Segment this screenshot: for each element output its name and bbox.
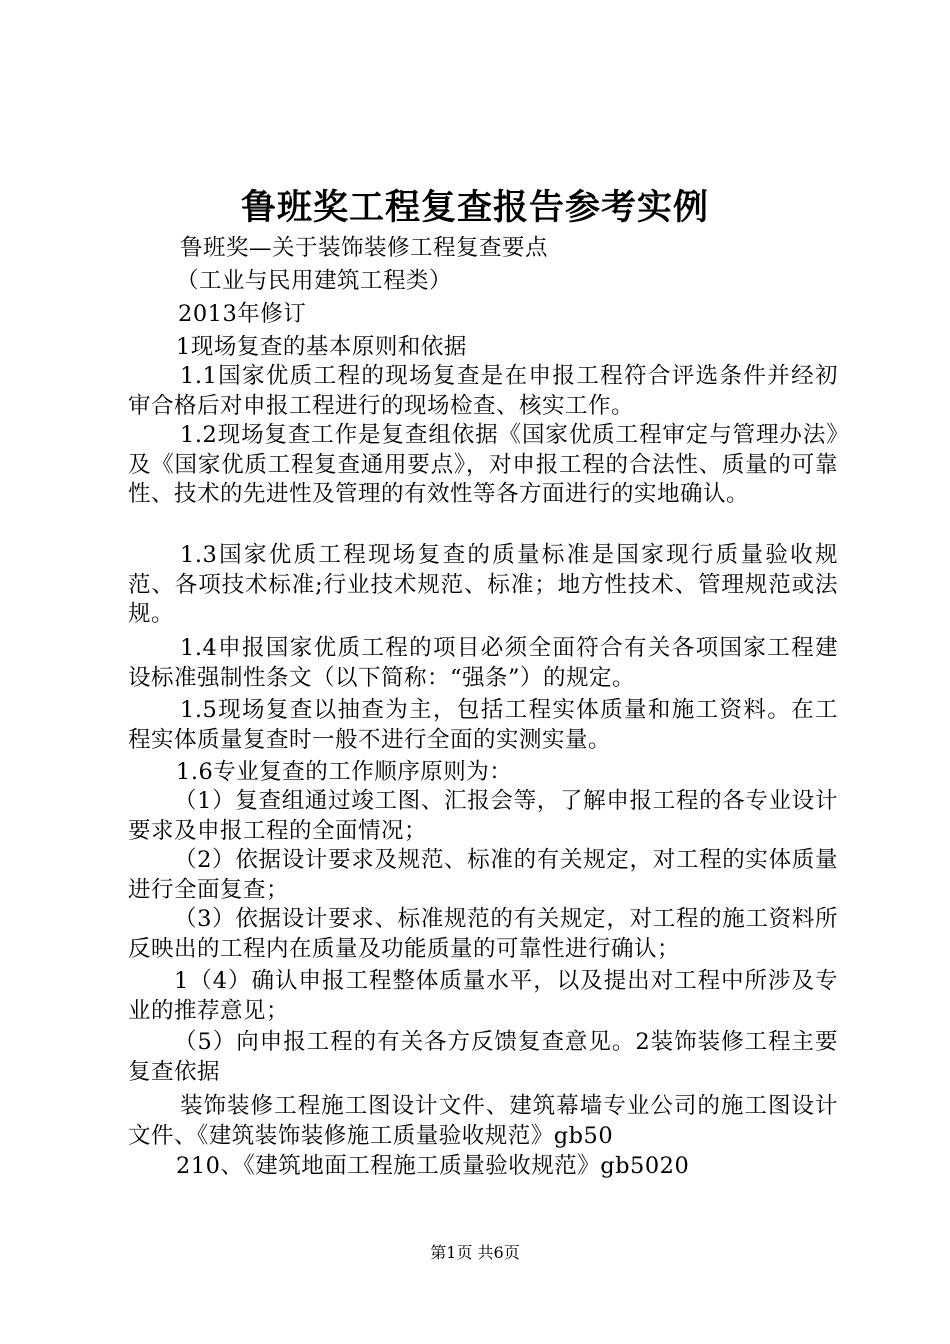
paragraph-references-cont: 210、《建筑地面工程施工质量验收规范》gb5020 (176, 1153, 690, 1179)
list-item-4: 1（4）确认申报工程整体质量水平，以及提出对工程中所涉及专业的推荐意见； (128, 968, 838, 1024)
paragraph-subtitle: 鲁班奖—关于装饰装修工程复查要点 (180, 235, 549, 261)
paragraph-1-4: 1.4申报国家优质工程的项目必须全面符合有关各项国家工程建设标准强制性条文（以下简称：“强条”）的规定。 (128, 635, 838, 691)
paragraph-category: （工业与民用建筑工程类） (176, 268, 453, 294)
paragraph-revision: 2013年修订 (178, 301, 307, 327)
paragraph-references: 装饰装修工程施工图设计文件、建筑幕墙专业公司的施工图设计文件、《建筑装饰装修施工质量验收规范》gb50 (128, 1093, 838, 1149)
list-item-2: （2）依据设计要求及规范、标准的有关规定，对工程的实体质量进行全面复查； (128, 847, 838, 903)
paragraph-1-1: 1.1国家优质工程的现场复查是在申报工程符合评选条件并经初审合格后对申报工程进行的现场检查、核实工作。 (128, 363, 838, 419)
list-item-1: （1）复查组通过竣工图、汇报会等，了解申报工程的各专业设计要求及申报工程的全面情况； (128, 788, 838, 844)
paragraph-1-5: 1.5现场复查以抽查为主，包括工程实体质量和施工资料。在工程实体质量复查时一般不进行全面的实测实量。 (128, 697, 838, 753)
list-item-3: （3）依据设计要求、标准规范的有关规定，对工程的施工资料所反映出的工程内在质量及功能质量的可靠性进行确认； (128, 906, 838, 962)
section-heading-1: 1现场复查的基本原则和依据 (176, 334, 467, 360)
paragraph-1-3: 1.3国家优质工程现场复查的质量标准是国家现行质量验收规范、各项技术标准;行业技术规范、标准；地方性技术、管理规范或法规。 (128, 542, 838, 627)
page-title: 鲁班奖工程复查报告参考实例 (240, 187, 709, 228)
paragraph-1-2: 1.2现场复查工作是复查组依据《国家优质工程审定与管理办法》及《国家优质工程复查通用要点》，对申报工程的合法性、质量的可靠性、技术的先进性及管理的有效性等各方面进行的实地确认。 (128, 422, 838, 507)
list-item-5: （5）向申报工程的有关各方反馈复查意见。2装饰装修工程主要复查依据 (128, 1029, 838, 1085)
paragraph-1-6: 1.6专业复查的工作顺序原则为： (176, 759, 513, 785)
page-footer: 第1页 共6页 (430, 1243, 520, 1262)
